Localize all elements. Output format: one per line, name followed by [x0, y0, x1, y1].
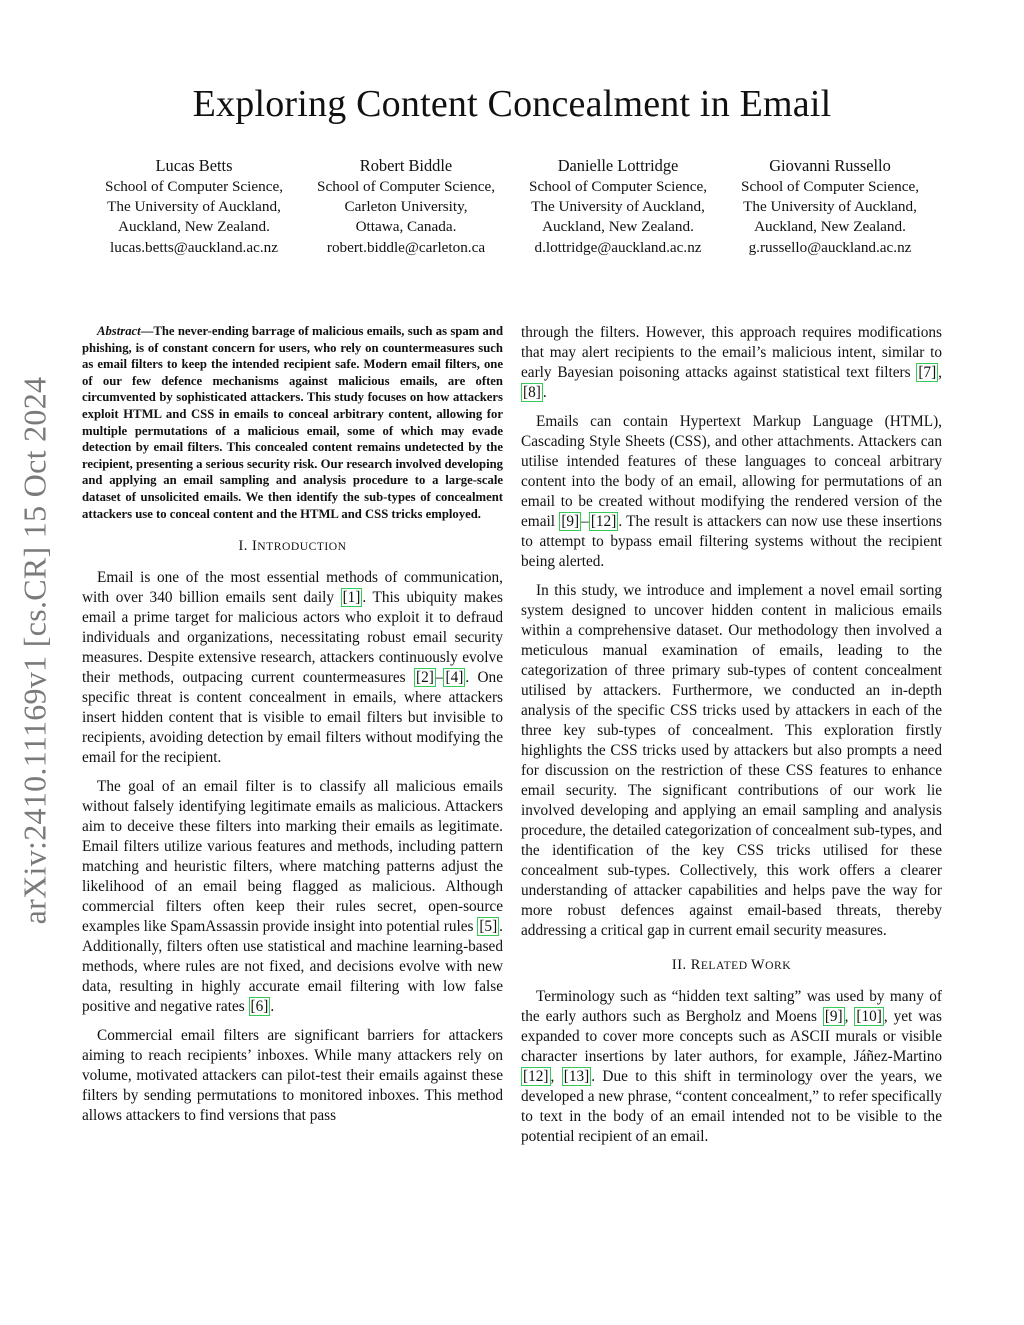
citation-link[interactable]: [2] [415, 669, 434, 687]
citation-link[interactable]: [12] [523, 1068, 549, 1085]
paragraph-related-1: Terminology such as “hidden text salting” was used by many of the early authors such as Bergholz and Moens [9] , [10] , yet was expanded to cover more concepts such as ASCII murals or visible character insertions by later authors, for example, Jáñez-Martino [12] , [13] . Due to this shift in terminology over the years, we developed a new phrase, “content concealment,” to refer specifically to text in the body of an email intended not to be visible to the potential recipient of an email. [521, 988, 942, 1145]
author-name: Giovanni Russello [769, 156, 891, 175]
author-affiliation: The University of Auckland, [743, 198, 917, 216]
citation-link[interactable]: [6] [250, 998, 269, 1016]
author-affiliation: The University of Auckland, [107, 198, 281, 216]
citation-link[interactable]: [9] [561, 513, 580, 530]
paragraph-intro-3-continued: through the filters. However, this approach requires modifications that may alert recipients to the email’s malicious intent, similar to early Bayesian poisoning attacks against statistical text filters [7] , [8] . [521, 324, 942, 401]
author-name: Lucas Betts [155, 156, 233, 175]
author-email: robert.biddle@carleton.ca [326, 238, 486, 256]
right-column [521, 323, 942, 1147]
author-2 [300, 155, 512, 258]
citation-link[interactable]: [5] [479, 918, 498, 936]
abstract-text: —The never-ending barrage of malicious emails, such as spam and phishing, is of constant concern for users, who rely on countermeasures such as email filters to keep the intended recipient safe. Modern email filters, one of our few defence mechanisms against malicious emails, are often circumvented by sophisticated attackers. This study focuses on how attackers exploit HTML and CSS in emails to conceal arbitrary content, allowing for multiple permutations of a malicious email, some of which may evade detection by email filters. This concealed content remains undetected by the recipient, presenting a serious security risk. Our research involved developing and applying an email sampling and analysis procedure to a large-scale dataset of unsolicited emails. We then identify the sub-types of concealment attackers use to conceal content and the HTML and CSS tricks employed. [82, 324, 503, 521]
section-heading-related-work: II. RELATED WORK [671, 957, 792, 973]
paragraph-intro-3: Commercial email filters are significant barriers for attackers aiming to reach recipients’ inboxes. While many attackers rely on volume, motivated attackers can pilot-test their emails against these filters by sending permutations to monitored inboxes. This method allows attackers to find versions that pass [82, 1027, 503, 1125]
abstract [82, 323, 503, 522]
author-affiliation: School of Computer Science, [741, 178, 919, 195]
author-affiliation: The University of Auckland, [531, 198, 705, 216]
paragraph-intro-1: Email is one of the most essential methods of communication, with over 340 billion emails sent daily [1] . This ubiquity makes email a prime target for malicious actors who exploit it to defraud individuals and organizations, necessitating robust email security measures. Despite extensive research, attackers continuously evolve their methods, outpacing current countermeasures [2] – [4] . One specific threat is content concealment in emails, where attackers insert hidden content that is visible to email filters but invisible to recipients, avoiding detection by email filters without modifying the email for the recipient. [82, 569, 503, 767]
author-4 [724, 155, 936, 258]
author-name: Robert Biddle [359, 156, 453, 175]
citation-link[interactable]: [7] [918, 364, 937, 381]
author-1 [88, 155, 300, 258]
citation-link[interactable]: [13] [563, 1068, 590, 1085]
citation-link[interactable]: [1] [342, 589, 361, 607]
author-name: Danielle Lottridge [557, 156, 679, 175]
author-email: lucas.betts@auckland.ac.nz [110, 238, 278, 256]
author-affiliation: School of Computer Science, [317, 178, 495, 195]
author-affiliation: Carleton University, [344, 198, 468, 216]
citation-link[interactable]: [4] [445, 669, 464, 687]
author-email: g.russello@auckland.ac.nz [748, 238, 912, 256]
arxiv-stamp-text: arXiv:2410.11169v1 [cs.CR] 15 Oct 2024 [16, 376, 53, 924]
arxiv-stamp [8, 355, 62, 945]
author-email: d.lottridge@auckland.ac.nz [534, 238, 702, 256]
author-block [88, 155, 936, 258]
citation-link[interactable]: [9] [824, 1008, 843, 1025]
author-3 [512, 155, 724, 258]
paragraph-intro-5: In this study, we introduce and implement a novel email sorting system designed to uncover hidden content in malicious emails within a comprehensive dataset. Our methodology then involved a meticulous manual examination of emails, leading to the categorization of three primary sub-types of content concealment utilised by attackers. Furthermore, we conducted an in-depth analysis of the specific CSS tricks used by attackers in each of the three key sub-types of concealment. This exploration firstly highlights the CSS tricks used by attackers but also prompts a need for discussion on the restriction of these CSS features to enhance email security. The significant contributions of our work lie involved developing and applying an email sampling and analysis procedure, the detailed categorization of concealment sub-types, and the identification of the key CSS tricks utilised for these concealment sub-types. Collectively, this work offers a clearer understanding of attacker capabilities and helps pave the way for more robust defences against email-based threats, thereby addressing a critical gap in current email security measures. [521, 582, 942, 939]
left-column [82, 323, 503, 1126]
author-affiliation: School of Computer Science, [529, 178, 707, 195]
paper-title: Exploring Content Concealment in Email [192, 83, 832, 125]
author-location: Ottawa, Canada. [355, 218, 457, 236]
citation-link[interactable]: [12] [590, 513, 617, 530]
paragraph-intro-4: Emails can contain Hypertext Markup Language (HTML), Cascading Style Sheets (CSS), and other attachments. Attackers can utilise intended features of these languages to conceal arbitrary content into the body of an email, allowing for permutations of an email to be created without modifying the rendered version of the email [9] – [12] . The result is attackers can now use these insertions to attempt to bypass email filtering systems without the recipient being alerted. [521, 413, 942, 570]
abstract-label: Abstract [97, 324, 141, 338]
author-affiliation: School of Computer Science, [105, 178, 283, 195]
citation-link[interactable]: [8] [523, 384, 541, 401]
author-location: Auckland, New Zealand. [118, 218, 270, 236]
author-location: Auckland, New Zealand. [542, 218, 694, 236]
paragraph-intro-2: The goal of an email filter is to classify all malicious emails without falsely identifying legitimate emails as malicious. Attackers aim to deceive these filters into marking their emails as legitimate. Email filters utilize various features and methods, including pattern matching and heuristic filters, where matching patterns adjust the likelihood of an email being flagged as malicious. Although commercial filters often keep their rules secret, open-source examples like SpamAssassin provide insight into potential rules [5] . Additionally, filters often use statistical and machine learning-based methods, where rules are not fixed, and decisions evolve with new data, resulting in highly accurate email filtering with low false positive and negative rates [6] . [82, 778, 503, 1016]
citation-link[interactable]: [10] [856, 1008, 882, 1025]
section-heading-introduction: I. INTRODUCTION [238, 538, 347, 555]
author-location: Auckland, New Zealand. [754, 218, 906, 236]
